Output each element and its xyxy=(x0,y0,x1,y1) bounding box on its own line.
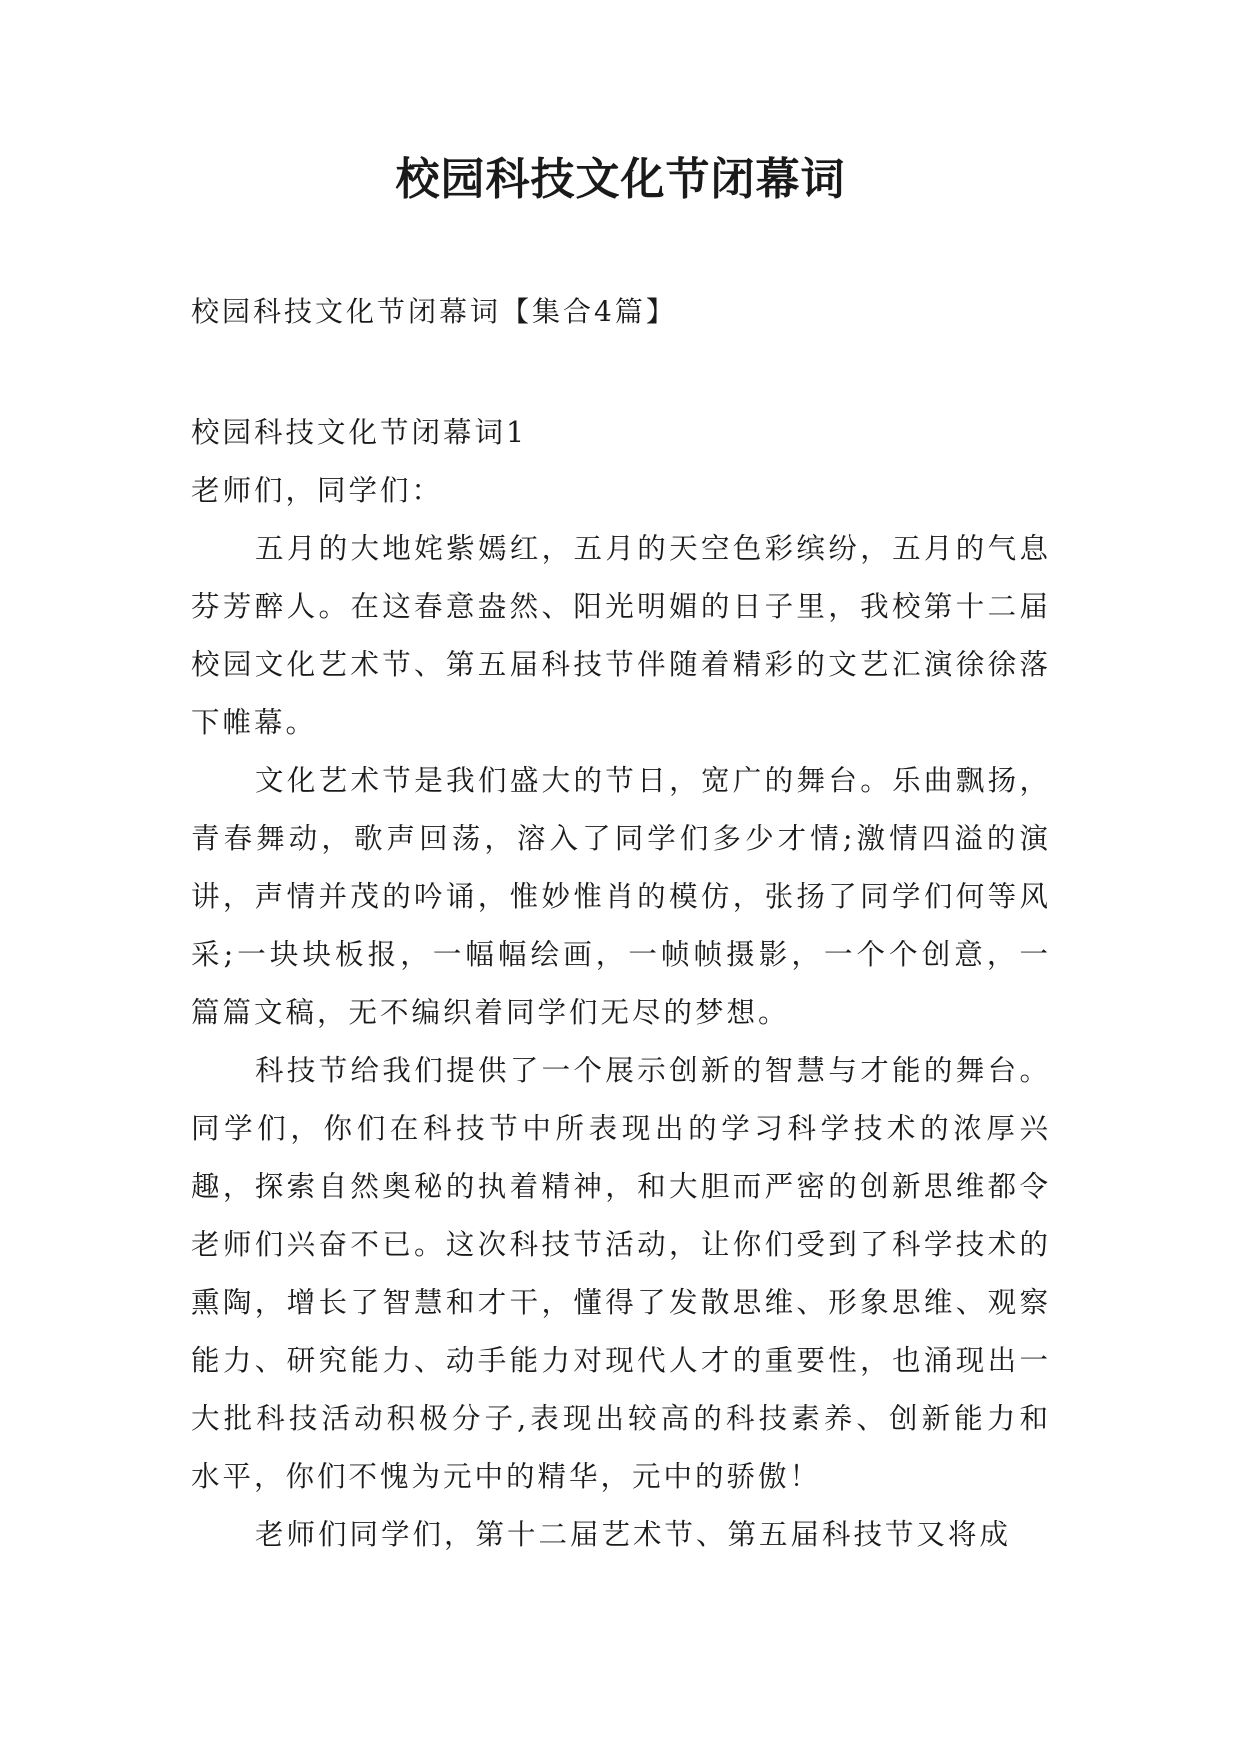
paragraph-4: 老师们同学们，第十二届艺术节、第五届科技节又将成 xyxy=(255,1518,1012,1551)
document-title: 校园科技文化节闭幕词 xyxy=(395,154,846,205)
paragraph-3: 科技节给我们提供了一个展示创新的智慧与才能的舞台。同学们，你们在科技节中所表现出的学习科学技术的浓厚兴趣，探索自然奥秘的执着精神，和大胆而严密的创新思维都令老师们兴奋不已。这次科技节活动，让你们受到了科学技术的熏陶，增长了智慧和才干，懂得了发散思维、形象思维、观察能力、研究能力、动手能力对现代人才的重要性，也涌现出一大批科技活动积极分子,表现出较高的科技素养、创新能力和水平，你们不愧为元中的精华，元中的骄傲！ xyxy=(191,1054,1051,1493)
salutation: 老师们，同学们： xyxy=(191,474,444,507)
document-subtitle: 校园科技文化节闭幕词【集合4篇】 xyxy=(191,295,677,328)
document-body xyxy=(191,404,1051,1564)
paragraph-2: 文化艺术节是我们盛大的节日，宽广的舞台。乐曲飘扬，青春舞动，歌声回荡，溶入了同学们多少才情;激情四溢的演讲，声情并茂的吟诵，惟妙惟肖的模仿，张扬了同学们何等风采;一块块板报，一幅幅绘画，一帧帧摄影，一个个创意，一篇篇文稿，无不编织着同学们无尽的梦想。 xyxy=(191,764,1051,1029)
section-heading: 校园科技文化节闭幕词1 xyxy=(191,416,528,449)
paragraph-1: 五月的大地姹紫嫣红，五月的天空色彩缤纷，五月的气息芬芳醉人。在这春意盎然、阳光明媚的日子里，我校第十二届校园文化艺术节、第五届科技节伴随着精彩的文艺汇演徐徐落下帷幕。 xyxy=(191,532,1051,739)
